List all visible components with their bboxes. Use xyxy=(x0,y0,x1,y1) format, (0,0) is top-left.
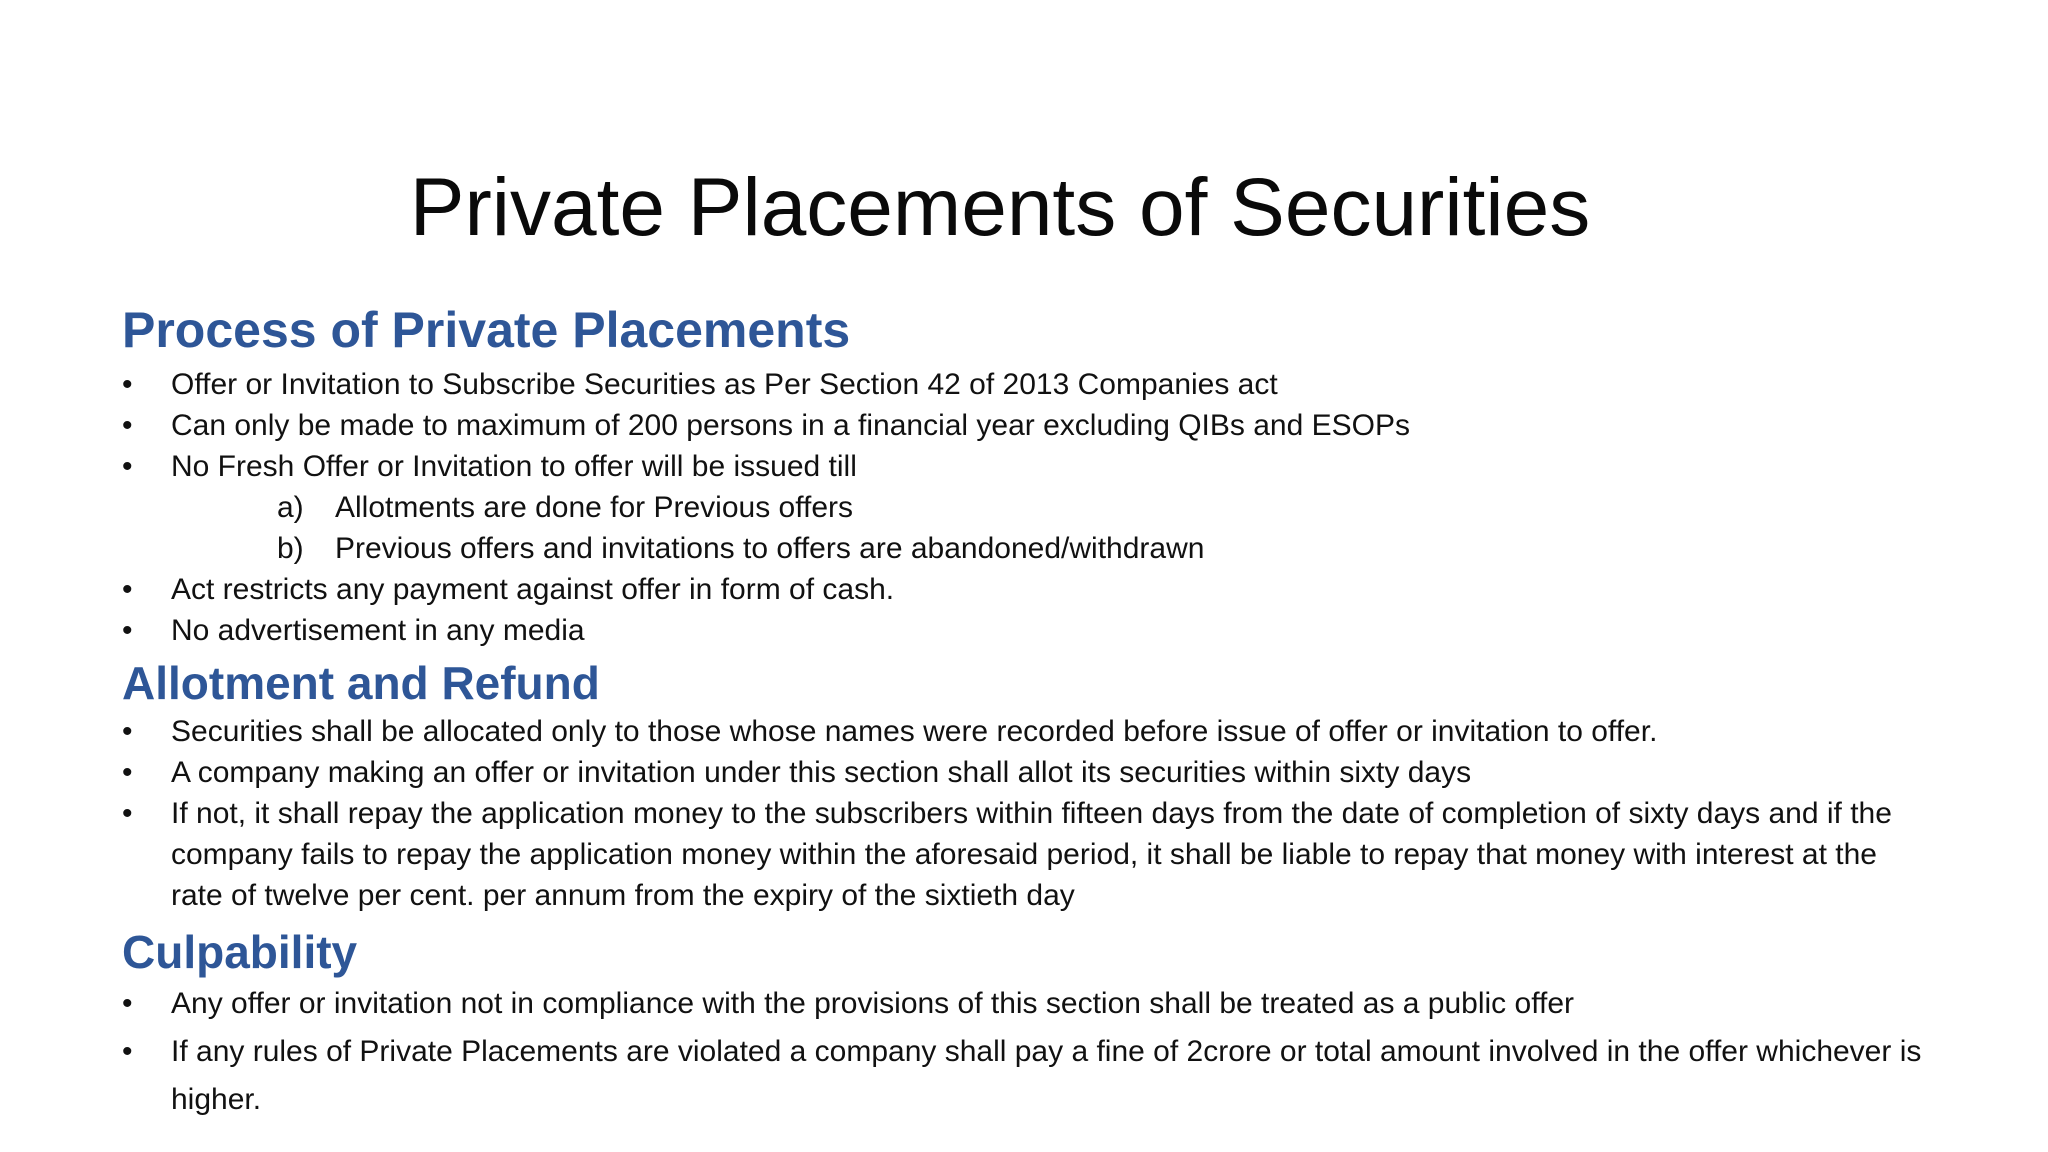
list-item xyxy=(122,569,1922,610)
sub-list-marker: a) xyxy=(277,491,304,524)
list-item-text: Securities shall be allocated only to those whose names were recorded before issue of offer or invitation to offer. xyxy=(171,715,1658,748)
list-item-text: Act restricts any payment against offer in form of cash. xyxy=(171,573,895,606)
list-item xyxy=(122,711,1922,752)
sub-list-item xyxy=(122,528,1922,569)
list-item-text: If not, it shall repay the application money to the subscribers within fifteen days from the date of completion of sixty days and if the company fails to repay the application money within the aforesaid period, it shall be liable to repay that money with interest at the rate of twelve per cent. per annum from the expiry of the sixtieth day xyxy=(171,797,1892,912)
list-item xyxy=(122,752,1922,793)
bullet-icon: • xyxy=(122,797,133,830)
bullet-icon: • xyxy=(122,987,133,1020)
list-item-text: No advertisement in any media xyxy=(171,614,585,647)
process-bullet-list xyxy=(122,364,1922,487)
section-heading-allotment: Allotment and Refund xyxy=(122,657,600,709)
bullet-icon: • xyxy=(122,1035,133,1068)
section-heading-culpability: Culpability xyxy=(122,926,358,978)
list-item-text: Can only be made to maximum of 200 persons in a financial year excluding QIBs and ESOPs xyxy=(171,409,1410,442)
culpability-bullet-list xyxy=(122,980,1922,1124)
list-item-text: If any rules of Private Placements are violated a company shall pay a fine of 2crore or total amount involved in the offer whichever is higher. xyxy=(171,1035,1922,1116)
process-sub-list xyxy=(122,487,1922,569)
list-item-text: Offer or Invitation to Subscribe Securities as Per Section 42 of 2013 Companies act xyxy=(171,368,1278,401)
sub-list-item-text: Previous offers and invitations to offers are abandoned/withdrawn xyxy=(335,532,1205,565)
bullet-icon: • xyxy=(122,715,133,748)
allotment-bullet-list xyxy=(122,711,1922,916)
process-bullet-list-continued xyxy=(122,569,1922,651)
list-item xyxy=(122,793,1922,916)
bullet-icon: • xyxy=(122,614,133,647)
list-item xyxy=(122,405,1922,446)
list-item-text: A company making an offer or invitation under this section shall allot its securities within sixty days xyxy=(171,756,1472,789)
bullet-icon: • xyxy=(122,368,133,401)
sub-list-marker: b) xyxy=(277,532,304,565)
list-item xyxy=(122,446,1922,487)
slide-content xyxy=(122,298,1922,1124)
list-item xyxy=(122,980,1922,1028)
bullet-icon: • xyxy=(122,409,133,442)
slide-title: Private Placements of Securities xyxy=(409,162,1591,253)
section-heading-process: Process of Private Placements xyxy=(122,302,851,358)
bullet-icon: • xyxy=(122,450,133,483)
list-item xyxy=(122,610,1922,651)
list-item xyxy=(122,364,1922,405)
list-item xyxy=(122,1028,1922,1124)
bullet-icon: • xyxy=(122,573,133,606)
bullet-icon: • xyxy=(122,756,133,789)
sub-list-item xyxy=(122,487,1922,528)
sub-list-item-text: Allotments are done for Previous offers xyxy=(335,491,854,524)
list-item-text: No Fresh Offer or Invitation to offer will be issued till xyxy=(171,450,857,483)
list-item-text: Any offer or invitation not in compliance with the provisions of this section shall be treated as a public offer xyxy=(171,987,1574,1020)
